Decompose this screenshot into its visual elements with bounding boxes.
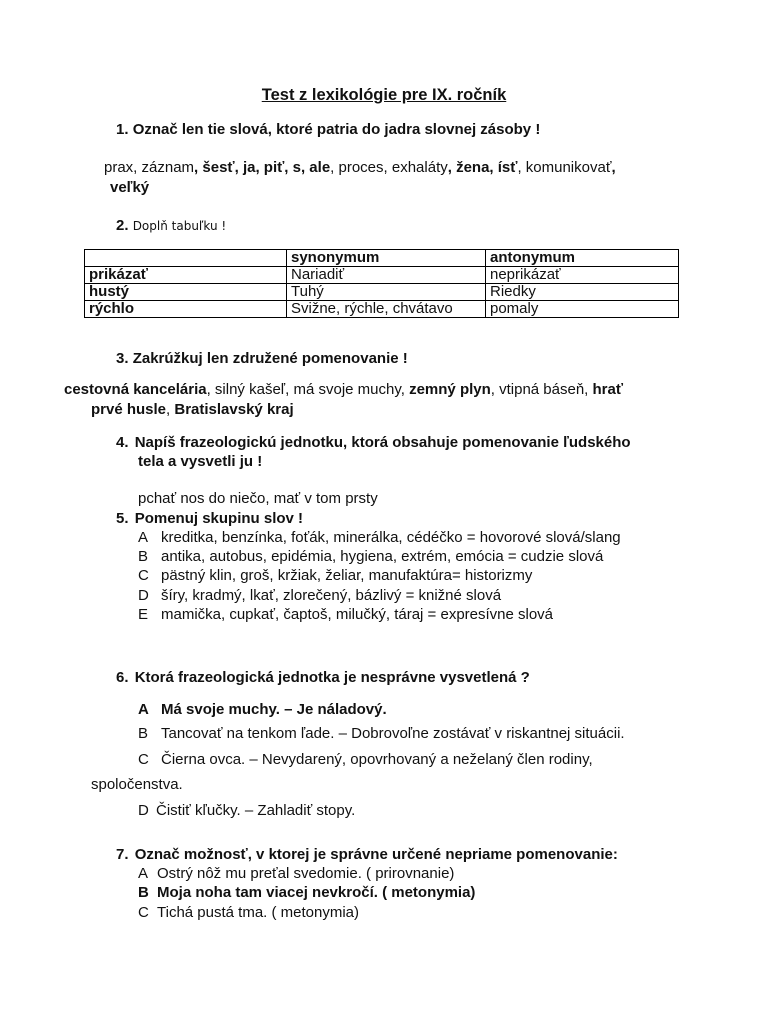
option-letter: D [138,802,149,819]
item-letter: A [138,529,149,546]
q7-option-b [138,883,475,902]
q5-item [138,586,501,605]
q6-option-a [138,700,387,719]
item-text: antika, autobus, epidémia, hygiena, extrém, emócia = cudzie slová [161,548,604,565]
table-header-row [85,250,679,267]
table-row [85,284,679,301]
q7-option-a [138,864,454,883]
word-segment: prax, záznam [104,159,195,176]
question-5 [116,509,303,528]
question-text: Zakrúžkuj len združené pomenovanie ! [132,350,408,367]
header-cell [85,250,287,267]
option-text: Čistiť kľučky. – Zahladiť stopy. [156,802,356,819]
table-cell: Nariadiť [287,267,486,284]
phrase-segment: prvé husle [91,401,167,418]
phrase-segment: hrať [592,381,624,398]
table-row [85,301,679,318]
option-letter: A [138,865,149,882]
q5-item [138,528,621,547]
phrase-segment: , silný kašeľ, má svoje muchy, [206,381,410,398]
q5-item [138,605,553,624]
header-cell: synonymum [287,250,486,267]
phrase-segment: , [166,401,175,418]
question-text: Ktorá frazeologická jednotka je nesprávne vysvetlená ? [134,669,530,686]
question-6 [116,668,530,687]
question-3 [116,349,408,368]
phrase-segment: , vtipná báseň, [490,381,593,398]
question-number: 2. [116,217,129,234]
option-text: Tichá pustá tma. ( metonymia) [157,904,360,921]
option-letter: C [138,904,149,921]
q5-item [138,566,532,585]
page-title: Test z lexikológie pre IX. ročník [261,86,507,104]
question-4 [116,433,631,452]
item-text: kreditka, benzínka, foťák, minerálka, cédéčko = hovorové slová/slang [161,529,621,546]
q3-phrase-list-cont [91,400,294,419]
word-segment: šesť, ja, piť, s, ale [202,159,331,176]
phrase-segment: cestovná kancelária [64,381,207,398]
option-letter: B [138,884,149,901]
question-text: Označ len tie slová, ktoré patria do jadra slovnej zásoby ! [132,121,541,138]
word-segment: , [194,159,203,176]
option-text: Ostrý nôž mu preťal svedomie. ( prirovnanie) [157,865,455,882]
q6-option-d [138,801,355,820]
question-number: 6. [116,669,129,686]
option-text: Má svoje muchy. – Je náladový. [161,701,387,718]
item-text: šíry, kradmý, lkať, zlorečený, bázlivý = knižné slová [161,587,502,604]
table-cell: hustý [85,284,287,301]
table-cell: rýchlo [85,301,287,318]
question-1 [116,120,540,139]
table-cell: Svižne, rýchle, chvátavo [287,301,486,318]
q1-word-list-cont: veľký [110,179,150,196]
word-segment: , komunikovať [517,159,612,176]
question-text: Pomenuj skupinu slov ! [134,510,304,527]
q6-option-c-cont: spoločenstva. [91,776,183,793]
table-row [85,267,679,284]
synonym-table [84,249,679,318]
question-4-cont: tela a vysvetli ju ! [138,453,263,470]
table-cell: pomaly [486,301,679,318]
item-letter: C [138,567,149,584]
q1-word-list [104,158,616,177]
item-letter: B [138,548,149,565]
item-text: pästný klin, groš, kržiak, želiar, manufaktúra= historizmy [161,567,533,584]
item-text: mamička, cupkať, čaptoš, milučký, táraj = expresívne slová [161,606,554,623]
option-text: Tancovať na tenkom ľade. – Dobrovoľne zostávať v riskantnej situácii. [161,725,625,742]
question-number: 1. [116,121,129,138]
q6-option-c [138,750,593,769]
table-cell: Tuhý [287,284,486,301]
question-number: 3. [116,350,129,367]
phrase-segment: zemný plyn [409,381,491,398]
option-letter: C [138,751,149,768]
q7-option-c [138,903,359,922]
q3-phrase-list [64,380,623,399]
word-segment: , proces, exhaláty [330,159,448,176]
question-2 [116,216,226,236]
header-cell: antonymum [486,250,679,267]
item-letter: D [138,587,149,604]
question-number: 5. [116,510,129,527]
option-text: Moja noha tam viacej nevkročí. ( metonymia) [157,884,476,901]
word-segment: , [611,159,616,176]
q6-option-b [138,724,625,743]
question-7 [116,845,618,864]
question-number: 7. [116,846,129,863]
option-letter: B [138,725,149,742]
table-cell: neprikázať [486,267,679,284]
option-letter: A [138,701,149,718]
item-letter: E [138,606,149,623]
question-text: Napíš frazeologickú jednotku, ktorá obsahuje pomenovanie ľudského [134,434,631,451]
question-text: Označ možnosť, v ktorej je správne určené nepriame pomenovanie: [134,846,618,863]
phrase-segment: Bratislavský kraj [174,401,294,418]
table-cell: Riedky [486,284,679,301]
q5-item [138,547,603,566]
word-segment: , žena, ísť [447,159,518,176]
option-text: Čierna ovca. – Nevydarený, opovrhovaný a neželaný člen rodiny, [161,751,593,768]
table-cell: prikázať [85,267,287,284]
question-text: Doplň tabuľku ! [132,219,227,233]
question-number: 4. [116,434,129,451]
q4-answer: pchať nos do niečo, mať v tom prsty [138,490,378,507]
